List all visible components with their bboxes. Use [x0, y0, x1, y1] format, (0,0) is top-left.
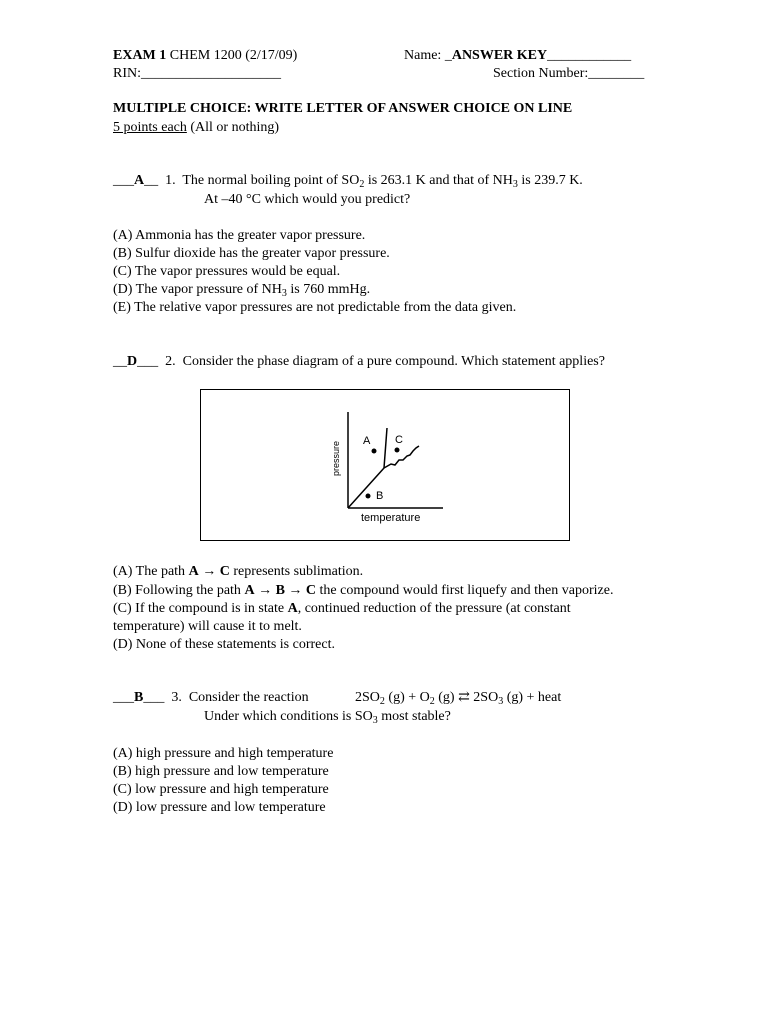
question-2-option-c-line2: temperature) will cause it to melt. — [113, 619, 302, 634]
instructions-title: MULTIPLE CHOICE: WRITE LETTER OF ANSWER CHOICE ON LINE — [113, 101, 573, 116]
question-1-answer: A — [134, 173, 145, 188]
y-axis-label: pressure — [331, 440, 341, 476]
question-3-option-b: (B) high pressure and low temperature — [113, 764, 329, 779]
point-b-label: B — [376, 490, 384, 502]
question-1-option-c: (C) The vapor pressures would be equal. — [113, 264, 341, 279]
question-3-option-a: (A) high pressure and high temperature — [113, 746, 334, 761]
question-3-stem-line2: Under which conditions is $SO_3$ most stable? — [204, 709, 451, 726]
question-1-stem: ___A__ 1. The normal boiling point of $SO_2$ is 263.1 K and that of $NH_3$ is 239.7 K. — [113, 173, 583, 190]
question-3-answer: B — [134, 690, 144, 705]
question-1-stem-line2: At –40 °C which would you predict? — [204, 192, 411, 207]
rin-field: RIN:____________________ — [113, 66, 281, 81]
x-axis-label: temperature — [361, 512, 421, 524]
phase-diagram — [200, 389, 570, 541]
point-a-label: A — [363, 435, 371, 447]
point-a-dot — [372, 449, 377, 454]
section-number-field: Section Number:________ — [493, 66, 645, 81]
question-1-option-b: (B) Sulfur dioxide has the greater vapor pressure. — [113, 246, 390, 261]
question-1-option-d: (D) The vapor pressure of $NH_3$ is 760 mmHg. — [113, 282, 371, 299]
point-b-dot — [366, 494, 371, 499]
phase-diagram-svg — [201, 390, 571, 542]
question-2-option-c: (C) If the compound is in state A, continued reduction of the pressure (at constant — [113, 601, 571, 616]
point-c-label: C — [395, 434, 403, 446]
question-3-stem: ___B___ 3. Consider the reaction — [113, 690, 309, 705]
vaporization-curve — [384, 446, 419, 468]
question-3-reaction: $2SO_2$ $(g) + O_2$ (g) ⇄ $2SO_3$ (g) + heat — [355, 690, 562, 707]
melting-curve — [384, 428, 387, 468]
question-2-stem: __D___ 2. Consider the phase diagram of a pure compound. Which statement applies? — [113, 354, 605, 369]
question-1-option-a: (A) Ammonia has the greater vapor pressure. — [113, 228, 366, 243]
question-3-option-d: (D) low pressure and low temperature — [113, 800, 326, 815]
name-field: Name: _ANSWER KEY____________ — [404, 48, 632, 63]
points-note: 5 points each (All or nothing) — [113, 120, 280, 135]
question-2-option-b: (B) Following the path A → B → C the compound would first liquefy and then vaporize. — [113, 583, 614, 598]
question-2-option-d: (D) None of these statements is correct. — [113, 637, 335, 652]
question-2-option-a: (A) The path A → C represents sublimation. — [113, 564, 364, 579]
question-1-option-e: (E) The relative vapor pressures are not predictable from the data given. — [113, 300, 517, 315]
exam-title: EXAM 1 CHEM 1200 (2/17/09) — [113, 48, 298, 63]
sublimation-curve — [348, 468, 384, 508]
point-c-dot — [395, 448, 400, 453]
question-3-option-c: (C) low pressure and high temperature — [113, 782, 329, 797]
question-2-answer: D — [127, 354, 138, 369]
